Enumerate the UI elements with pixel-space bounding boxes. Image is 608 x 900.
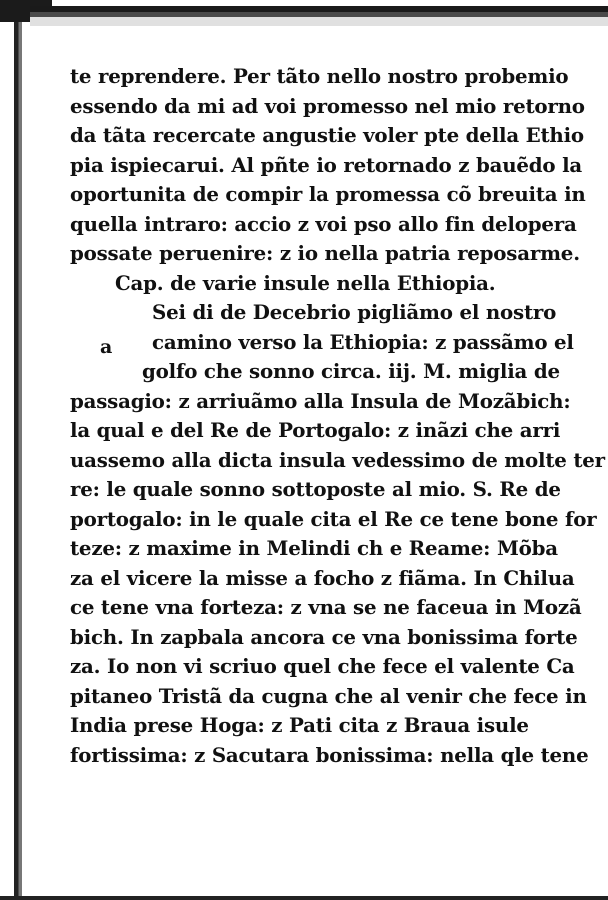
text-column	[70, 62, 605, 770]
scan-top-edge	[30, 6, 608, 26]
scan-bottom-edge	[0, 896, 608, 900]
text-line: passagio: z arriuãmo alla Insula de Mozãbich:	[70, 388, 571, 413]
text-line: za. Io non vi scriuo quel che fece el valente Ca	[70, 654, 575, 678]
text-line: camino verso la Ethiopia: z passãmo el	[152, 329, 574, 354]
text-line: bich. In zapbala ancora ce vna bonissima forte	[70, 624, 578, 649]
text-line: re: le quale sonno sottoposte al mio. S. Re de	[70, 477, 561, 501]
text-line: India prese Hoga: z Pati cita z Braua isule	[70, 713, 529, 737]
scan-left-edge	[14, 22, 22, 900]
text-line: te reprendere. Per tãto nello nostro probemio	[70, 64, 569, 88]
text-line: fortissima: z Sacutara bonissima: nella qle tene	[70, 742, 589, 767]
text-line: pitaneo Tristã da cugna che al venir che fece in	[70, 683, 587, 708]
text-line: oportunita de compir la promessa cõ breuita in	[70, 182, 586, 206]
marginal-letter: a	[100, 336, 113, 358]
text-line: quella intraro: accio z voi pso allo fin delopera	[70, 211, 577, 236]
text-line: da tãta recercate angustie voler pte della Ethio	[70, 123, 584, 147]
text-line: la qual e del Re de Portogalo: z inãzi che arri	[70, 418, 561, 442]
text-line: uassemo alla dicta insula vedessimo de molte ter	[70, 447, 605, 472]
text-line: golfo che sonno circa. iij. M. miglia de	[142, 359, 560, 383]
text-line: Sei di de Decebrio pigliãmo el nostro	[152, 300, 557, 324]
text-line: ce tene vna forteza: z vna se ne faceua in Mozã	[70, 595, 582, 619]
text-line: za el vicere la misse a focho z fiãma. In Chilua	[70, 565, 575, 590]
text-line: possate peruenire: z io nella patria reposarme.	[70, 241, 580, 265]
text-line: essendo da mi ad voi promesso nel mio retorno	[70, 93, 585, 118]
chapter-heading: Cap. de varie insule nella Ethiopia.	[115, 270, 496, 295]
text-line: portogalo: in le quale cita el Re ce tene bone for	[70, 506, 597, 531]
text-line: pia ispiecarui. Al pñte io retornado z bauẽdo la	[70, 152, 583, 177]
text-line: teze: z maxime in Melindi ch e Reame: Mõba	[70, 536, 558, 560]
